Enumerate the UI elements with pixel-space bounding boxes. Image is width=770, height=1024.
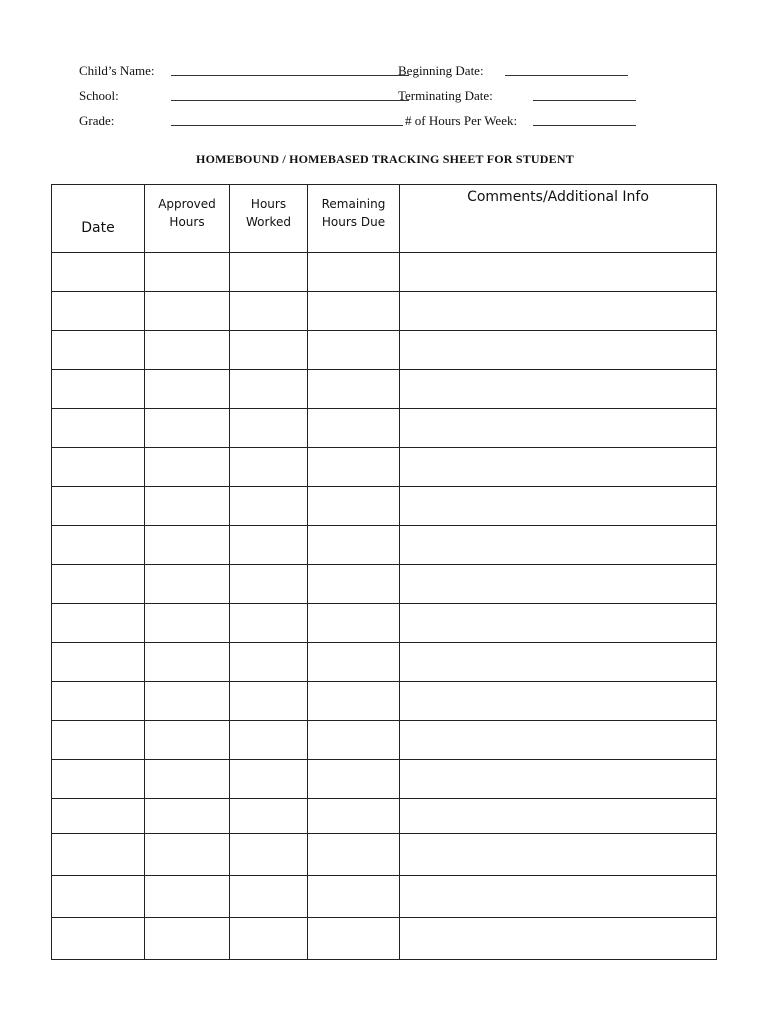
remaining-hours-cell[interactable] [308, 682, 400, 721]
date-cell[interactable] [52, 448, 145, 487]
table-row [52, 834, 717, 876]
hours-worked-cell[interactable] [230, 834, 308, 876]
approved-hours-cell[interactable] [145, 409, 230, 448]
hours-per-week-label: # of Hours Per Week: [405, 113, 518, 128]
comments-cell[interactable] [400, 760, 717, 799]
date-cell[interactable] [52, 643, 145, 682]
hours-worked-cell[interactable] [230, 721, 308, 760]
date-cell[interactable] [52, 331, 145, 370]
hours-worked-cell[interactable] [230, 604, 308, 643]
remaining-hours-cell[interactable] [308, 331, 400, 370]
hours-worked-cell[interactable] [230, 876, 308, 918]
comments-cell[interactable] [400, 643, 717, 682]
date-cell[interactable] [52, 487, 145, 526]
hours-worked-cell[interactable] [230, 643, 308, 682]
hours-worked-cell[interactable] [230, 565, 308, 604]
date-cell[interactable] [52, 682, 145, 721]
remaining-hours-cell[interactable] [308, 370, 400, 409]
date-cell[interactable] [52, 253, 145, 292]
date-cell[interactable] [52, 409, 145, 448]
table-row [52, 760, 717, 799]
date-cell[interactable] [52, 760, 145, 799]
approved-hours-cell[interactable] [145, 487, 230, 526]
table-row [52, 721, 717, 760]
comments-cell[interactable] [400, 682, 717, 721]
header-comments: Comments/Additional Info [400, 185, 717, 253]
table-row [52, 526, 717, 565]
approved-hours-cell[interactable] [145, 643, 230, 682]
school-field[interactable] [171, 88, 409, 101]
hours-per-week-field[interactable] [533, 113, 636, 126]
approved-hours-cell[interactable] [145, 760, 230, 799]
hours-worked-cell[interactable] [230, 448, 308, 487]
hours-worked-cell[interactable] [230, 682, 308, 721]
comments-cell[interactable] [400, 331, 717, 370]
grade-label: Grade: [79, 113, 115, 128]
table-row [52, 918, 717, 960]
date-cell[interactable] [52, 799, 145, 834]
table-row [52, 643, 717, 682]
remaining-hours-cell[interactable] [308, 253, 400, 292]
approved-hours-cell[interactable] [145, 834, 230, 876]
hours-worked-cell[interactable] [230, 409, 308, 448]
comments-cell[interactable] [400, 526, 717, 565]
header-approved-hours: Approved Hours [145, 185, 230, 253]
comments-cell[interactable] [400, 253, 717, 292]
table-row [52, 409, 717, 448]
comments-cell[interactable] [400, 448, 717, 487]
tracking-table [51, 184, 717, 960]
comments-cell[interactable] [400, 799, 717, 834]
remaining-hours-cell[interactable] [308, 834, 400, 876]
table-row [52, 253, 717, 292]
table-body [52, 253, 717, 960]
approved-hours-cell[interactable] [145, 604, 230, 643]
header-date: Date [52, 185, 145, 253]
hours-worked-cell[interactable] [230, 487, 308, 526]
date-cell[interactable] [52, 370, 145, 409]
hours-worked-cell[interactable] [230, 253, 308, 292]
beginning-date-field[interactable] [505, 63, 628, 76]
remaining-hours-cell[interactable] [308, 760, 400, 799]
date-cell[interactable] [52, 292, 145, 331]
remaining-hours-cell[interactable] [308, 292, 400, 331]
approved-hours-cell[interactable] [145, 253, 230, 292]
remaining-hours-cell[interactable] [308, 565, 400, 604]
approved-hours-cell[interactable] [145, 918, 230, 960]
date-cell[interactable] [52, 834, 145, 876]
table-row [52, 876, 717, 918]
child-name-field[interactable] [171, 63, 409, 76]
approved-hours-cell[interactable] [145, 292, 230, 331]
comments-cell[interactable] [400, 487, 717, 526]
date-cell[interactable] [52, 918, 145, 960]
date-cell[interactable] [52, 565, 145, 604]
terminating-date-label: Terminating Date: [398, 88, 493, 103]
child-name-label: Child’s Name: [79, 63, 155, 78]
approved-hours-cell[interactable] [145, 876, 230, 918]
hours-worked-cell[interactable] [230, 760, 308, 799]
table-row [52, 370, 717, 409]
hours-worked-cell[interactable] [230, 331, 308, 370]
approved-hours-cell[interactable] [145, 526, 230, 565]
page-title: HOMEBOUND / HOMEBASED TRACKING SHEET FOR STUDENT [196, 152, 574, 166]
comments-cell[interactable] [400, 565, 717, 604]
hours-worked-cell[interactable] [230, 918, 308, 960]
table-row [52, 604, 717, 643]
grade-field[interactable] [171, 113, 403, 126]
hours-worked-cell[interactable] [230, 370, 308, 409]
hours-worked-cell[interactable] [230, 799, 308, 834]
remaining-hours-cell[interactable] [308, 604, 400, 643]
remaining-hours-cell[interactable] [308, 409, 400, 448]
table-row [52, 331, 717, 370]
comments-cell[interactable] [400, 876, 717, 918]
date-cell[interactable] [52, 604, 145, 643]
date-cell[interactable] [52, 876, 145, 918]
remaining-hours-cell[interactable] [308, 721, 400, 760]
approved-hours-cell[interactable] [145, 565, 230, 604]
comments-cell[interactable] [400, 370, 717, 409]
comments-cell[interactable] [400, 918, 717, 960]
approved-hours-cell[interactable] [145, 448, 230, 487]
remaining-hours-cell[interactable] [308, 526, 400, 565]
table-row [52, 292, 717, 331]
approved-hours-cell[interactable] [145, 331, 230, 370]
beginning-date-label: Beginning Date: [398, 63, 484, 78]
remaining-hours-cell[interactable] [308, 643, 400, 682]
comments-cell[interactable] [400, 292, 717, 331]
table-row [52, 448, 717, 487]
comments-cell[interactable] [400, 409, 717, 448]
table-row [52, 682, 717, 721]
approved-hours-cell[interactable] [145, 370, 230, 409]
table-row [52, 799, 717, 834]
comments-cell[interactable] [400, 721, 717, 760]
header-hours-worked: Hours Worked [230, 185, 308, 253]
date-cell[interactable] [52, 526, 145, 565]
comments-cell[interactable] [400, 604, 717, 643]
table-row [52, 565, 717, 604]
table-header-row [52, 185, 717, 253]
remaining-hours-cell[interactable] [308, 799, 400, 834]
remaining-hours-cell[interactable] [308, 876, 400, 918]
remaining-hours-cell[interactable] [308, 918, 400, 960]
date-cell[interactable] [52, 721, 145, 760]
header-remaining-hours-due: Remaining Hours Due [308, 185, 400, 253]
approved-hours-cell[interactable] [145, 682, 230, 721]
school-label: School: [79, 88, 119, 103]
hours-worked-cell[interactable] [230, 526, 308, 565]
comments-cell[interactable] [400, 834, 717, 876]
terminating-date-field[interactable] [533, 88, 636, 101]
remaining-hours-cell[interactable] [308, 487, 400, 526]
approved-hours-cell[interactable] [145, 799, 230, 834]
table-row [52, 487, 717, 526]
hours-worked-cell[interactable] [230, 292, 308, 331]
remaining-hours-cell[interactable] [308, 448, 400, 487]
approved-hours-cell[interactable] [145, 721, 230, 760]
